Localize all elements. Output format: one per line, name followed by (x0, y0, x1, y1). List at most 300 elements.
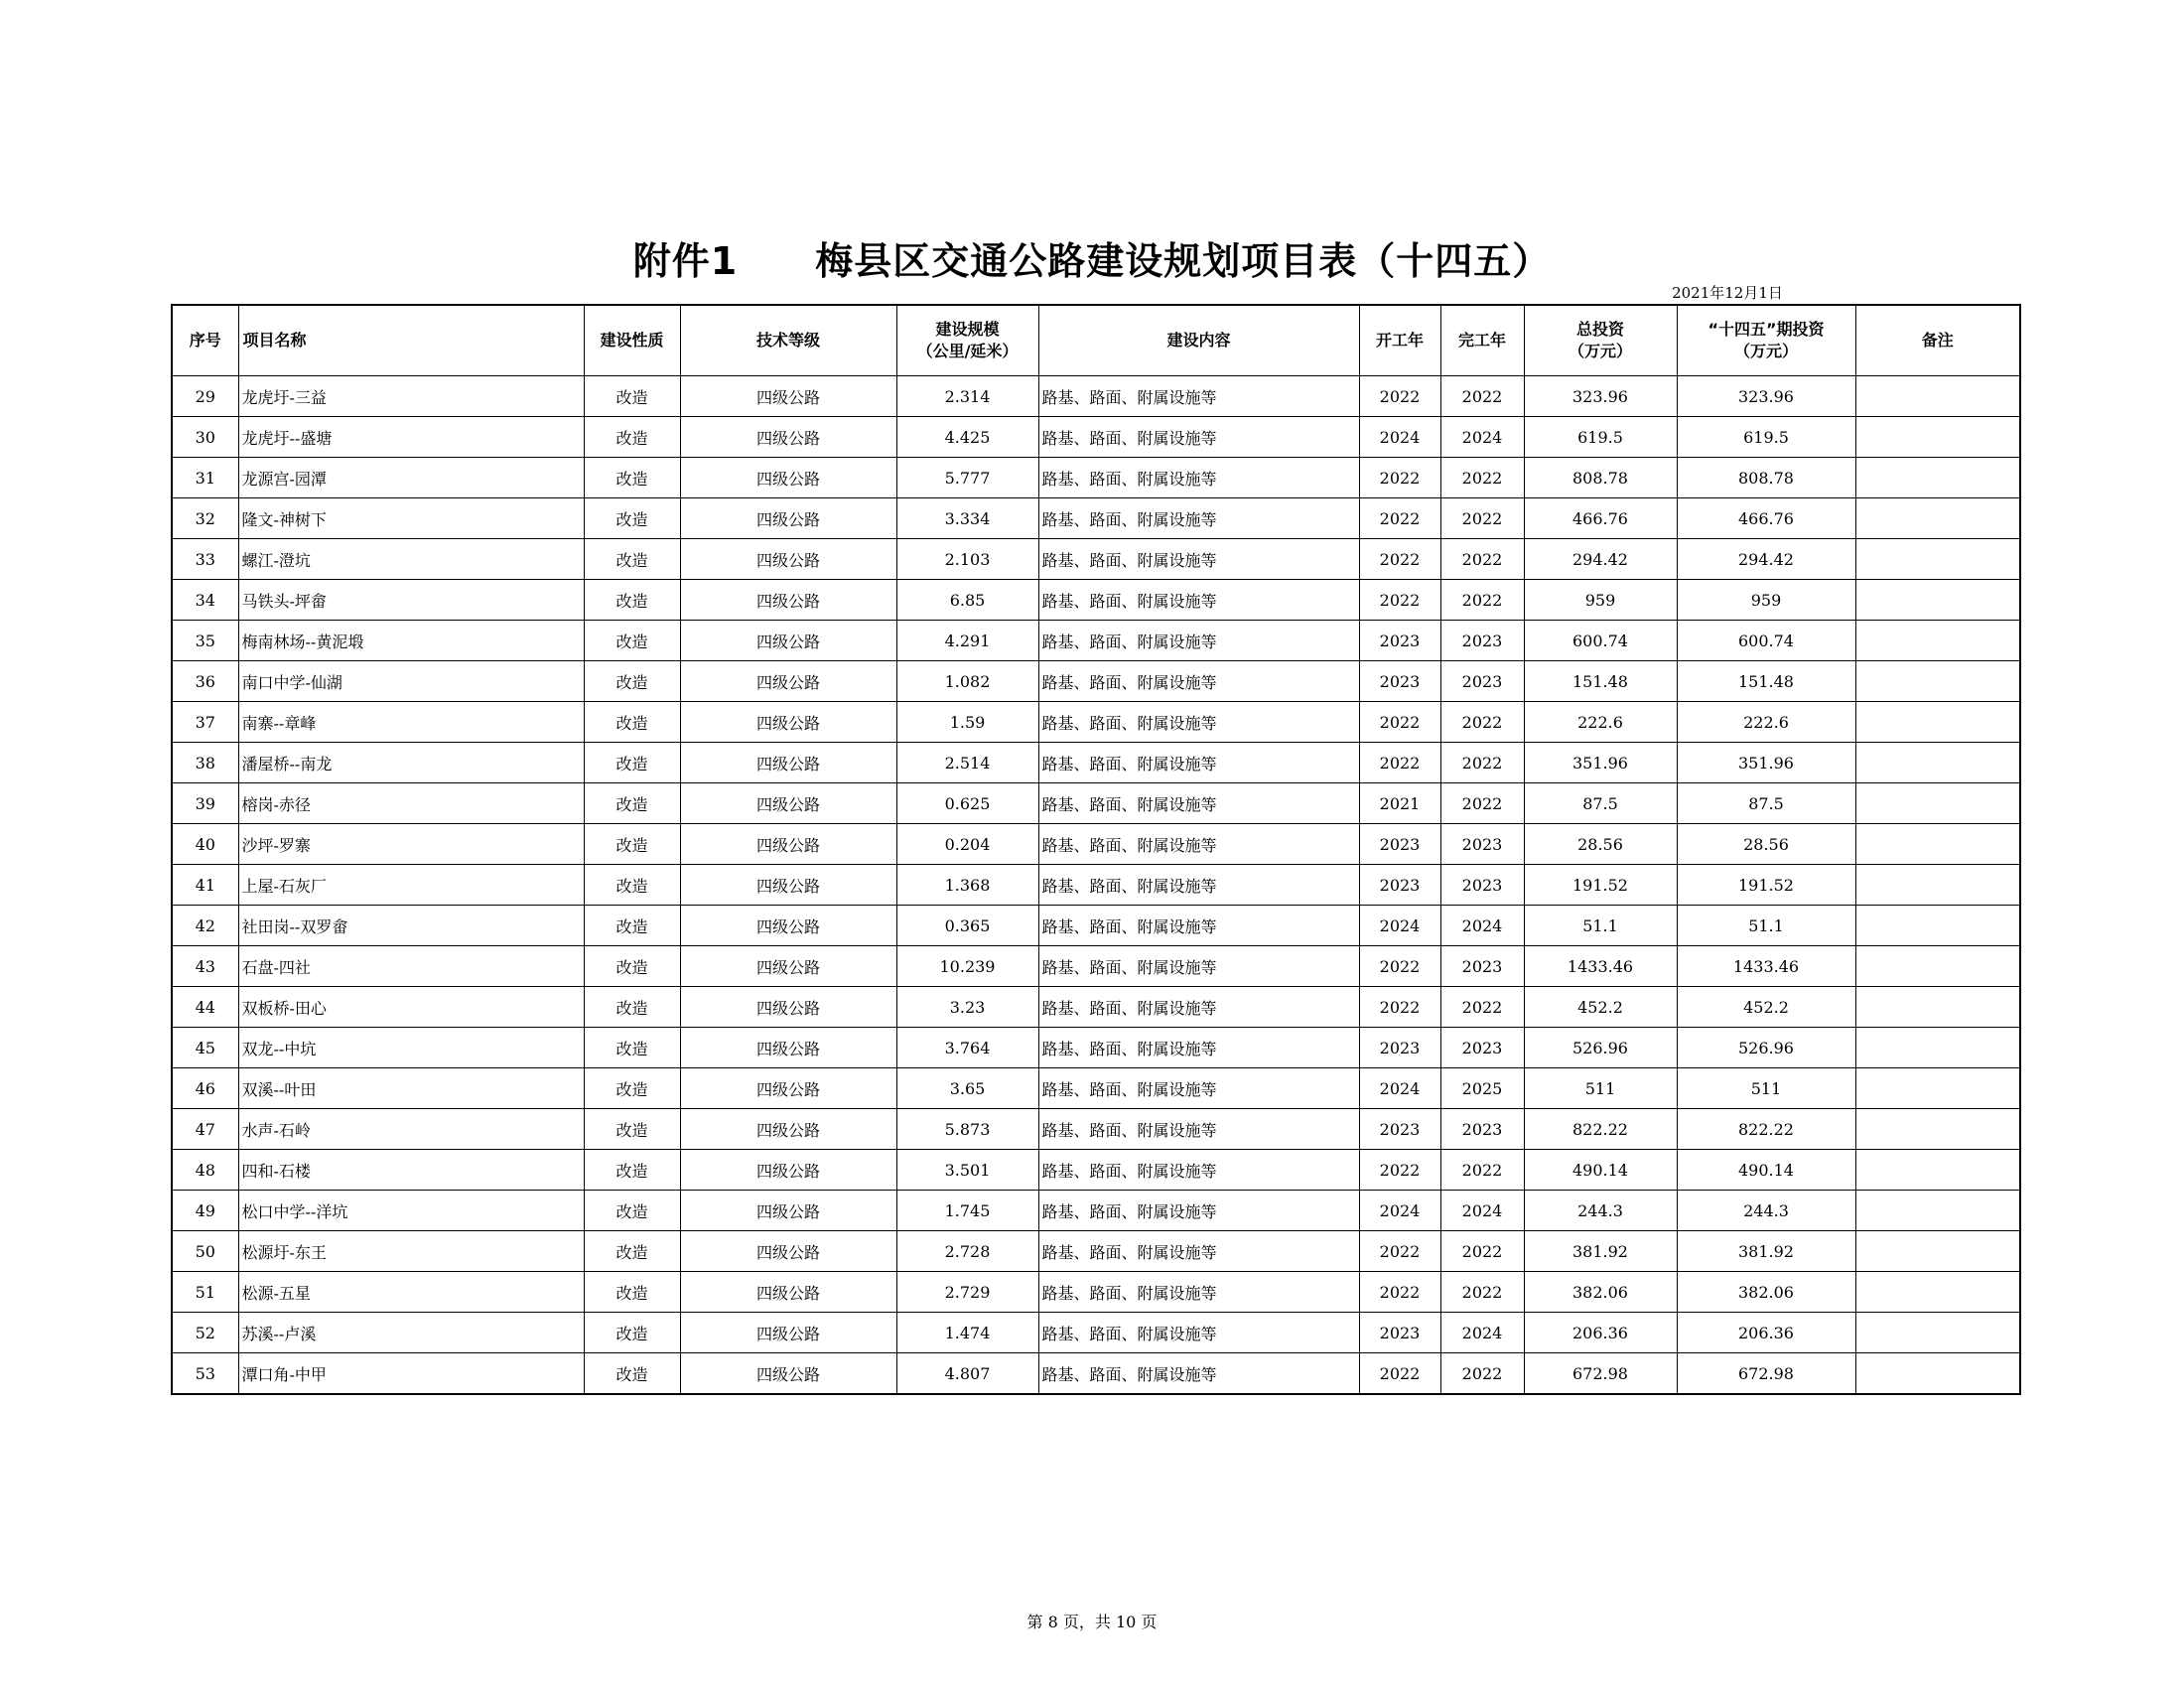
cell-remark (1855, 1109, 2020, 1150)
cell-nature: 改造 (584, 1150, 680, 1191)
cell-content: 路基、路面、附属设施等 (1038, 580, 1359, 621)
cell-name: 四和-石楼 (238, 1150, 584, 1191)
cell-total: 151.48 (1524, 661, 1677, 702)
cell-total: 191.52 (1524, 865, 1677, 906)
cell-total: 28.56 (1524, 824, 1677, 865)
cell-plan: 381.92 (1677, 1231, 1855, 1272)
cell-plan: 959 (1677, 580, 1855, 621)
cell-grade: 四级公路 (680, 743, 896, 783)
cell-remark (1855, 621, 2020, 661)
cell-finish: 2022 (1440, 1231, 1524, 1272)
cell-total: 382.06 (1524, 1272, 1677, 1313)
table-row (172, 1353, 2020, 1395)
cell-start: 2024 (1359, 1068, 1440, 1109)
cell-no: 40 (172, 824, 238, 865)
cell-nature: 改造 (584, 1231, 680, 1272)
cell-no: 51 (172, 1272, 238, 1313)
table-row (172, 1150, 2020, 1191)
cell-no: 39 (172, 783, 238, 824)
cell-name: 龙虎圩--盛塘 (238, 417, 584, 458)
table-row (172, 743, 2020, 783)
cell-start: 2022 (1359, 580, 1440, 621)
header-name: 项目名称 (238, 305, 584, 376)
cell-start: 2022 (1359, 987, 1440, 1028)
cell-grade: 四级公路 (680, 783, 896, 824)
cell-scale: 4.291 (896, 621, 1038, 661)
cell-grade: 四级公路 (680, 498, 896, 539)
cell-start: 2023 (1359, 1028, 1440, 1068)
cell-scale: 0.365 (896, 906, 1038, 946)
cell-plan: 191.52 (1677, 865, 1855, 906)
cell-grade: 四级公路 (680, 539, 896, 580)
cell-content: 路基、路面、附属设施等 (1038, 539, 1359, 580)
header-scale (896, 305, 1038, 376)
cell-name: 螺江-澄坑 (238, 539, 584, 580)
table-row (172, 661, 2020, 702)
document-date: 2021年12月1日 (1672, 284, 1783, 302)
cell-remark (1855, 1191, 2020, 1231)
cell-no: 33 (172, 539, 238, 580)
cell-no: 52 (172, 1313, 238, 1353)
cell-content: 路基、路面、附属设施等 (1038, 783, 1359, 824)
cell-grade: 四级公路 (680, 661, 896, 702)
cell-name: 南寨--章峰 (238, 702, 584, 743)
cell-scale: 5.777 (896, 458, 1038, 498)
cell-remark (1855, 498, 2020, 539)
cell-nature: 改造 (584, 661, 680, 702)
cell-start: 2021 (1359, 783, 1440, 824)
cell-plan: 206.36 (1677, 1313, 1855, 1353)
cell-total: 323.96 (1524, 376, 1677, 417)
table-row (172, 621, 2020, 661)
cell-no: 35 (172, 621, 238, 661)
cell-grade: 四级公路 (680, 621, 896, 661)
cell-remark (1855, 906, 2020, 946)
cell-plan: 511 (1677, 1068, 1855, 1109)
cell-remark (1855, 1150, 2020, 1191)
cell-grade: 四级公路 (680, 417, 896, 458)
table-row (172, 1231, 2020, 1272)
cell-content: 路基、路面、附属设施等 (1038, 865, 1359, 906)
cell-finish: 2022 (1440, 376, 1524, 417)
cell-finish: 2023 (1440, 946, 1524, 987)
cell-finish: 2022 (1440, 783, 1524, 824)
cell-content: 路基、路面、附属设施等 (1038, 1191, 1359, 1231)
cell-total: 87.5 (1524, 783, 1677, 824)
cell-nature: 改造 (584, 376, 680, 417)
cell-finish: 2022 (1440, 580, 1524, 621)
cell-no: 47 (172, 1109, 238, 1150)
table-row (172, 458, 2020, 498)
cell-content: 路基、路面、附属设施等 (1038, 1313, 1359, 1353)
cell-total: 822.22 (1524, 1109, 1677, 1150)
cell-no: 43 (172, 946, 238, 987)
cell-plan: 382.06 (1677, 1272, 1855, 1313)
cell-content: 路基、路面、附属设施等 (1038, 946, 1359, 987)
cell-remark (1855, 702, 2020, 743)
cell-finish: 2022 (1440, 743, 1524, 783)
document-title (0, 230, 2184, 285)
cell-no: 29 (172, 376, 238, 417)
cell-start: 2023 (1359, 865, 1440, 906)
cell-name: 水声-石岭 (238, 1109, 584, 1150)
header-total (1524, 305, 1677, 376)
cell-name: 龙虎圩-三益 (238, 376, 584, 417)
cell-no: 53 (172, 1353, 238, 1395)
cell-start: 2023 (1359, 621, 1440, 661)
cell-finish: 2023 (1440, 661, 1524, 702)
cell-plan: 672.98 (1677, 1353, 1855, 1395)
cell-name: 双溪--叶田 (238, 1068, 584, 1109)
cell-start: 2022 (1359, 946, 1440, 987)
cell-plan: 222.6 (1677, 702, 1855, 743)
cell-nature: 改造 (584, 946, 680, 987)
cell-name: 双板桥-田心 (238, 987, 584, 1028)
cell-grade: 四级公路 (680, 824, 896, 865)
cell-finish: 2022 (1440, 498, 1524, 539)
cell-remark (1855, 376, 2020, 417)
cell-content: 路基、路面、附属设施等 (1038, 1028, 1359, 1068)
cell-plan: 323.96 (1677, 376, 1855, 417)
cell-no: 45 (172, 1028, 238, 1068)
cell-content: 路基、路面、附属设施等 (1038, 1272, 1359, 1313)
cell-finish: 2023 (1440, 621, 1524, 661)
header-start: 开工年 (1359, 305, 1440, 376)
cell-remark (1855, 580, 2020, 621)
table-row (172, 1109, 2020, 1150)
project-table (171, 304, 2021, 1395)
table-row (172, 946, 2020, 987)
cell-name: 潘屋桥--南龙 (238, 743, 584, 783)
cell-scale: 0.204 (896, 824, 1038, 865)
cell-remark (1855, 539, 2020, 580)
cell-name: 沙坪-罗寨 (238, 824, 584, 865)
cell-scale: 2.103 (896, 539, 1038, 580)
cell-no: 32 (172, 498, 238, 539)
cell-total: 244.3 (1524, 1191, 1677, 1231)
table-row (172, 702, 2020, 743)
cell-remark (1855, 865, 2020, 906)
cell-total: 619.5 (1524, 417, 1677, 458)
cell-remark (1855, 946, 2020, 987)
table-row (172, 417, 2020, 458)
cell-content: 路基、路面、附属设施等 (1038, 824, 1359, 865)
cell-no: 49 (172, 1191, 238, 1231)
cell-scale: 3.23 (896, 987, 1038, 1028)
cell-total: 51.1 (1524, 906, 1677, 946)
cell-name: 榕岗-赤径 (238, 783, 584, 824)
cell-content: 路基、路面、附属设施等 (1038, 987, 1359, 1028)
cell-start: 2022 (1359, 743, 1440, 783)
cell-total: 808.78 (1524, 458, 1677, 498)
cell-nature: 改造 (584, 458, 680, 498)
cell-grade: 四级公路 (680, 987, 896, 1028)
cell-grade: 四级公路 (680, 702, 896, 743)
cell-content: 路基、路面、附属设施等 (1038, 1353, 1359, 1395)
cell-content: 路基、路面、附属设施等 (1038, 1068, 1359, 1109)
cell-content: 路基、路面、附属设施等 (1038, 661, 1359, 702)
cell-grade: 四级公路 (680, 1353, 896, 1395)
cell-scale: 2.728 (896, 1231, 1038, 1272)
cell-total: 381.92 (1524, 1231, 1677, 1272)
table-title: 梅县区交通公路建设规划项目表（十四五） (815, 239, 1552, 283)
cell-grade: 四级公路 (680, 946, 896, 987)
cell-total: 466.76 (1524, 498, 1677, 539)
cell-total: 206.36 (1524, 1313, 1677, 1353)
cell-nature: 改造 (584, 1272, 680, 1313)
cell-plan: 808.78 (1677, 458, 1855, 498)
cell-finish: 2022 (1440, 1353, 1524, 1395)
cell-total: 222.6 (1524, 702, 1677, 743)
cell-grade: 四级公路 (680, 1191, 896, 1231)
cell-finish: 2022 (1440, 987, 1524, 1028)
cell-scale: 0.625 (896, 783, 1038, 824)
cell-scale: 1.082 (896, 661, 1038, 702)
cell-name: 隆文-神树下 (238, 498, 584, 539)
cell-start: 2022 (1359, 539, 1440, 580)
cell-start: 2022 (1359, 1150, 1440, 1191)
cell-plan: 244.3 (1677, 1191, 1855, 1231)
cell-start: 2024 (1359, 906, 1440, 946)
cell-total: 600.74 (1524, 621, 1677, 661)
cell-scale: 3.501 (896, 1150, 1038, 1191)
cell-nature: 改造 (584, 783, 680, 824)
cell-finish: 2022 (1440, 1272, 1524, 1313)
cell-nature: 改造 (584, 743, 680, 783)
cell-no: 31 (172, 458, 238, 498)
cell-no: 38 (172, 743, 238, 783)
cell-finish: 2023 (1440, 1028, 1524, 1068)
cell-nature: 改造 (584, 906, 680, 946)
cell-scale: 1.474 (896, 1313, 1038, 1353)
cell-start: 2022 (1359, 1272, 1440, 1313)
header-total-line1: 总投资 (1575, 320, 1624, 339)
table-row (172, 376, 2020, 417)
cell-finish: 2022 (1440, 702, 1524, 743)
cell-start: 2022 (1359, 376, 1440, 417)
cell-remark (1855, 1231, 2020, 1272)
cell-plan: 351.96 (1677, 743, 1855, 783)
cell-grade: 四级公路 (680, 458, 896, 498)
cell-name: 苏溪--卢溪 (238, 1313, 584, 1353)
table-row (172, 1191, 2020, 1231)
cell-finish: 2024 (1440, 417, 1524, 458)
cell-plan: 619.5 (1677, 417, 1855, 458)
cell-no: 48 (172, 1150, 238, 1191)
cell-finish: 2022 (1440, 458, 1524, 498)
cell-no: 34 (172, 580, 238, 621)
table-row (172, 539, 2020, 580)
table-row (172, 824, 2020, 865)
header-grade: 技术等级 (680, 305, 896, 376)
cell-grade: 四级公路 (680, 1109, 896, 1150)
header-content: 建设内容 (1038, 305, 1359, 376)
cell-nature: 改造 (584, 1068, 680, 1109)
cell-no: 37 (172, 702, 238, 743)
header-scale-line2: （公里/延米） (916, 342, 1019, 360)
table-row (172, 1068, 2020, 1109)
cell-name: 松口中学--洋坑 (238, 1191, 584, 1231)
cell-total: 672.98 (1524, 1353, 1677, 1395)
cell-start: 2024 (1359, 417, 1440, 458)
cell-nature: 改造 (584, 865, 680, 906)
cell-nature: 改造 (584, 1028, 680, 1068)
cell-plan: 51.1 (1677, 906, 1855, 946)
cell-remark (1855, 661, 2020, 702)
cell-scale: 3.764 (896, 1028, 1038, 1068)
cell-name: 社田岗--双罗畲 (238, 906, 584, 946)
cell-plan: 87.5 (1677, 783, 1855, 824)
cell-no: 41 (172, 865, 238, 906)
cell-content: 路基、路面、附属设施等 (1038, 1231, 1359, 1272)
cell-scale: 2.729 (896, 1272, 1038, 1313)
cell-nature: 改造 (584, 621, 680, 661)
cell-content: 路基、路面、附属设施等 (1038, 417, 1359, 458)
cell-plan: 151.48 (1677, 661, 1855, 702)
table-row (172, 1313, 2020, 1353)
table-row (172, 783, 2020, 824)
header-nature: 建设性质 (584, 305, 680, 376)
header-finish: 完工年 (1440, 305, 1524, 376)
cell-content: 路基、路面、附属设施等 (1038, 1150, 1359, 1191)
cell-nature: 改造 (584, 824, 680, 865)
cell-content: 路基、路面、附属设施等 (1038, 1109, 1359, 1150)
cell-content: 路基、路面、附属设施等 (1038, 458, 1359, 498)
cell-grade: 四级公路 (680, 865, 896, 906)
cell-start: 2022 (1359, 1231, 1440, 1272)
cell-nature: 改造 (584, 702, 680, 743)
cell-content: 路基、路面、附属设施等 (1038, 376, 1359, 417)
cell-total: 526.96 (1524, 1028, 1677, 1068)
cell-no: 30 (172, 417, 238, 458)
table-row (172, 580, 2020, 621)
cell-name: 石盘-四社 (238, 946, 584, 987)
table-row (172, 1272, 2020, 1313)
cell-start: 2023 (1359, 1313, 1440, 1353)
cell-name: 马铁头-坪畲 (238, 580, 584, 621)
cell-nature: 改造 (584, 539, 680, 580)
cell-remark (1855, 1313, 2020, 1353)
cell-name: 梅南林场--黄泥塅 (238, 621, 584, 661)
table-header-row (172, 305, 2020, 376)
cell-plan: 490.14 (1677, 1150, 1855, 1191)
cell-start: 2022 (1359, 458, 1440, 498)
cell-scale: 3.65 (896, 1068, 1038, 1109)
cell-remark (1855, 1028, 2020, 1068)
cell-finish: 2024 (1440, 906, 1524, 946)
cell-grade: 四级公路 (680, 1068, 896, 1109)
cell-total: 351.96 (1524, 743, 1677, 783)
cell-no: 36 (172, 661, 238, 702)
cell-scale: 4.807 (896, 1353, 1038, 1395)
cell-start: 2023 (1359, 824, 1440, 865)
cell-plan: 294.42 (1677, 539, 1855, 580)
cell-plan: 1433.46 (1677, 946, 1855, 987)
cell-plan: 822.22 (1677, 1109, 1855, 1150)
table-row (172, 865, 2020, 906)
cell-finish: 2024 (1440, 1191, 1524, 1231)
cell-plan: 526.96 (1677, 1028, 1855, 1068)
cell-total: 294.42 (1524, 539, 1677, 580)
cell-remark (1855, 987, 2020, 1028)
cell-remark (1855, 417, 2020, 458)
cell-remark (1855, 458, 2020, 498)
cell-total: 452.2 (1524, 987, 1677, 1028)
cell-nature: 改造 (584, 1191, 680, 1231)
cell-content: 路基、路面、附属设施等 (1038, 498, 1359, 539)
cell-finish: 2025 (1440, 1068, 1524, 1109)
cell-scale: 3.334 (896, 498, 1038, 539)
cell-start: 2022 (1359, 702, 1440, 743)
cell-plan: 466.76 (1677, 498, 1855, 539)
header-scale-line1: 建设规模 (935, 320, 1000, 339)
cell-grade: 四级公路 (680, 906, 896, 946)
cell-name: 双龙--中坑 (238, 1028, 584, 1068)
cell-nature: 改造 (584, 1109, 680, 1150)
cell-no: 42 (172, 906, 238, 946)
cell-name: 松源圩-东王 (238, 1231, 584, 1272)
cell-start: 2022 (1359, 498, 1440, 539)
header-no: 序号 (172, 305, 238, 376)
table-row (172, 987, 2020, 1028)
cell-total: 490.14 (1524, 1150, 1677, 1191)
cell-plan: 28.56 (1677, 824, 1855, 865)
cell-scale: 6.85 (896, 580, 1038, 621)
cell-scale: 1.745 (896, 1191, 1038, 1231)
cell-finish: 2023 (1440, 865, 1524, 906)
cell-name: 上屋-石灰厂 (238, 865, 584, 906)
cell-content: 路基、路面、附属设施等 (1038, 702, 1359, 743)
cell-finish: 2023 (1440, 1109, 1524, 1150)
cell-grade: 四级公路 (680, 1028, 896, 1068)
header-plan-line1: “十四五”期投资 (1707, 320, 1825, 339)
cell-nature: 改造 (584, 580, 680, 621)
cell-name: 南口中学-仙湖 (238, 661, 584, 702)
cell-name: 松源-五星 (238, 1272, 584, 1313)
cell-nature: 改造 (584, 498, 680, 539)
cell-grade: 四级公路 (680, 1150, 896, 1191)
cell-total: 959 (1524, 580, 1677, 621)
cell-nature: 改造 (584, 1313, 680, 1353)
cell-start: 2022 (1359, 1353, 1440, 1395)
cell-content: 路基、路面、附属设施等 (1038, 906, 1359, 946)
cell-name: 龙源宫-园潭 (238, 458, 584, 498)
cell-finish: 2022 (1440, 1150, 1524, 1191)
table-row (172, 498, 2020, 539)
cell-no: 50 (172, 1231, 238, 1272)
page-footer: 第 8 页，共 10 页 (1026, 1613, 1158, 1631)
cell-scale: 1.368 (896, 865, 1038, 906)
cell-grade: 四级公路 (680, 1272, 896, 1313)
cell-grade: 四级公路 (680, 1313, 896, 1353)
cell-finish: 2024 (1440, 1313, 1524, 1353)
cell-no: 46 (172, 1068, 238, 1109)
cell-finish: 2022 (1440, 539, 1524, 580)
cell-nature: 改造 (584, 1353, 680, 1395)
cell-plan: 600.74 (1677, 621, 1855, 661)
cell-content: 路基、路面、附属设施等 (1038, 621, 1359, 661)
table-row (172, 906, 2020, 946)
table-row (172, 1028, 2020, 1068)
cell-total: 511 (1524, 1068, 1677, 1109)
cell-start: 2023 (1359, 661, 1440, 702)
cell-remark (1855, 1353, 2020, 1395)
cell-remark (1855, 824, 2020, 865)
cell-no: 44 (172, 987, 238, 1028)
cell-grade: 四级公路 (680, 1231, 896, 1272)
cell-scale: 2.314 (896, 376, 1038, 417)
cell-scale: 5.873 (896, 1109, 1038, 1150)
